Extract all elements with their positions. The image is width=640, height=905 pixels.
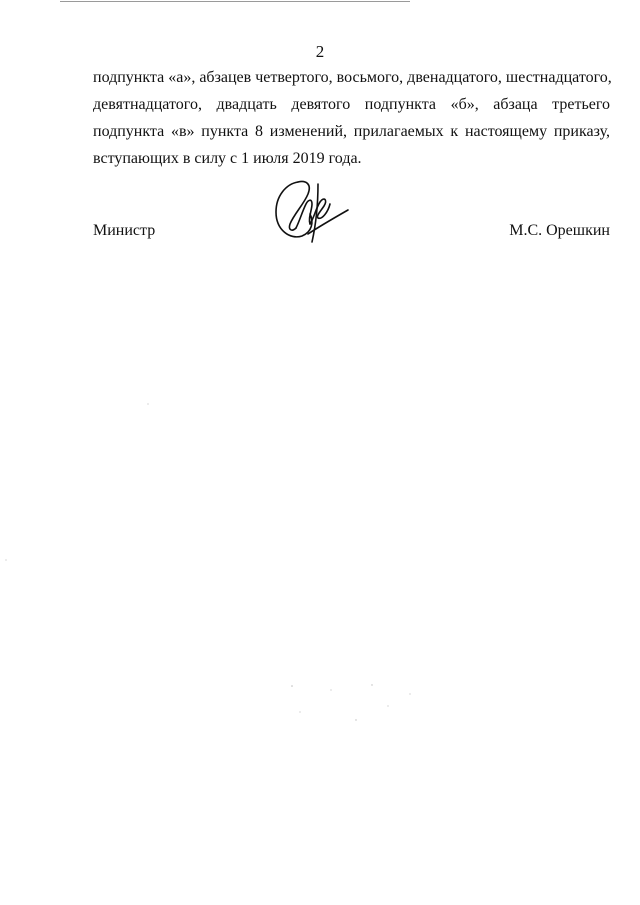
signer-name: М.С. Орешкин — [509, 222, 610, 239]
signer-title: Министр — [93, 222, 156, 239]
paragraph-line: подпункта «а», абзацев четвертого, восьмого, двенадцатого, шестнадцатого, — [93, 69, 612, 86]
paragraph — [93, 64, 610, 172]
handwritten-signature-icon — [268, 174, 354, 244]
paragraph-line: вступающих в силу с 1 июля 2019 года. — [93, 150, 362, 167]
paragraph-line: подпункта «в» пункта 8 изменений, прилагаемых к настоящему приказу, — [93, 123, 610, 140]
page-number: 2 — [315, 42, 325, 61]
scan-edge-line — [60, 1, 410, 2]
paragraph-line: девятнадцатого, двадцать девятого подпункта «б», абзаца третьего — [93, 96, 610, 113]
